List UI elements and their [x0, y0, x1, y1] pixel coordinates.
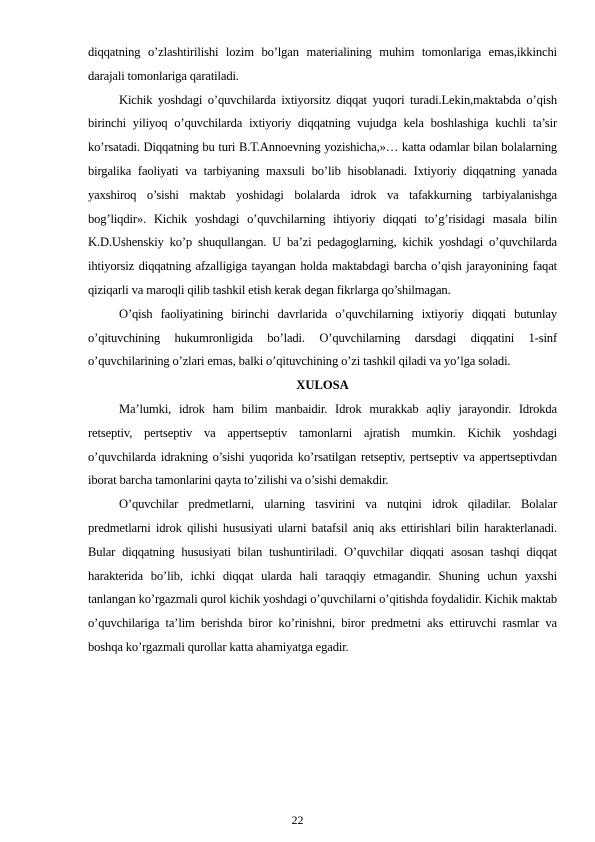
document-page: [88, 41, 557, 660]
paragraph-4: Ma’lumki, idrok ham bilim manbaidir. Idrok murakkab aqliy jarayondir. Idrokda retseptiv, pertseptiv va appertseptiv tamonlarni ajratish mumkin. Kichik yoshdagi o’quvchilarda idrakning o’sishi yuqorida ko’rsatilgan retseptiv, pertseptiv va appertseptivdan iborat barcha tamonlarini qayta to’zilishi va o’sishi demakdir.: [88, 401, 557, 488]
paragraph-2: Kichik yoshdagi o’quvchilarda ixtiyorsitz diqqat yuqori turadi.Lekin,maktabda o’qish birinchi yiliyoq o’quvchilarda ixtiyoriy diqqatning vujudga kela boshlashiga kuchli ta’sir ko’rsatadi. Diqqatning bu turi B.T.Annoevning yozishicha,»… katta odamlar bilan bolalarning birgalika faoliyati va tarbiyaning maxsuli bo’lib hisoblanadi. Ixtiyoriy diqqatning yanada yaxshiroq o’sishi maktab yoshidagi bolalarda idrok va tafakkurning tarbiyalanishga bog’liqdir». Kichik yoshdagi o’quvchilarning ihtiyoriy diqqati to’g’risidagi masala bilin K.D.Ushenskiy ko’p shuqullangan. U ba’zi pedagoglarning, kichik yoshdagi o’quvchilarda ihtiyorsiz diqqatning afzalligiga tayangan holda maktabdagi barcha o’qish jarayonining faqat qiziqarli va maroqli qilib tashkil etish kerak degan fikrlarga qo’shilmagan.: [88, 92, 557, 297]
paragraph-3: O’qish faoliyatining birinchi davrlarida o’quvchilarning ixtiyoriy diqqati butunlay o’qituvchining hukumronligida bo’ladi. O’quvchilarning darsdagi diqqatini 1-sinf o’quvchilarining o’zlari emas, balki o’qituvchining o’zi tashkil qiladi va yo’lga soladi.: [88, 306, 557, 369]
section-heading: XULOSA: [296, 378, 349, 393]
paragraph-1: diqqatning o’zlashtirilishi lozim bo’lgan materialining muhim tomonlariga emas,ikkinchi darajali tomonlariga qaratiladi.: [88, 45, 557, 83]
page-number: 22: [291, 813, 304, 827]
paragraph-5: O’quvchilar predmetlarni, ularning tasvirini va nutqini idrok qiladilar. Bolalar predmetlarni idrok qilishi hususiyati ularni batafsil aniq aks ettirishlari bilin harakterlanadi. Bular diqqatning hususiyati bilan tushuntiriladi. O’quvchilar diqqati asosan tashqi diqqat harakterida bo’lib, ichki diqqat ularda hali taraqqiy etmagandir. Shuning uchun yaxshi tanlangan ko’rgazmali qurol kichik yoshdagi o’quvchilarni o’qitishda foydalidir. Kichik maktab o’quvchilariga ta’lim berishda biror ko’rinishni, biror predmetni aks ettiruvchi rasmlar va boshqa ko’rgazmali qurollar katta ahamiyatga egadir.: [88, 497, 558, 654]
